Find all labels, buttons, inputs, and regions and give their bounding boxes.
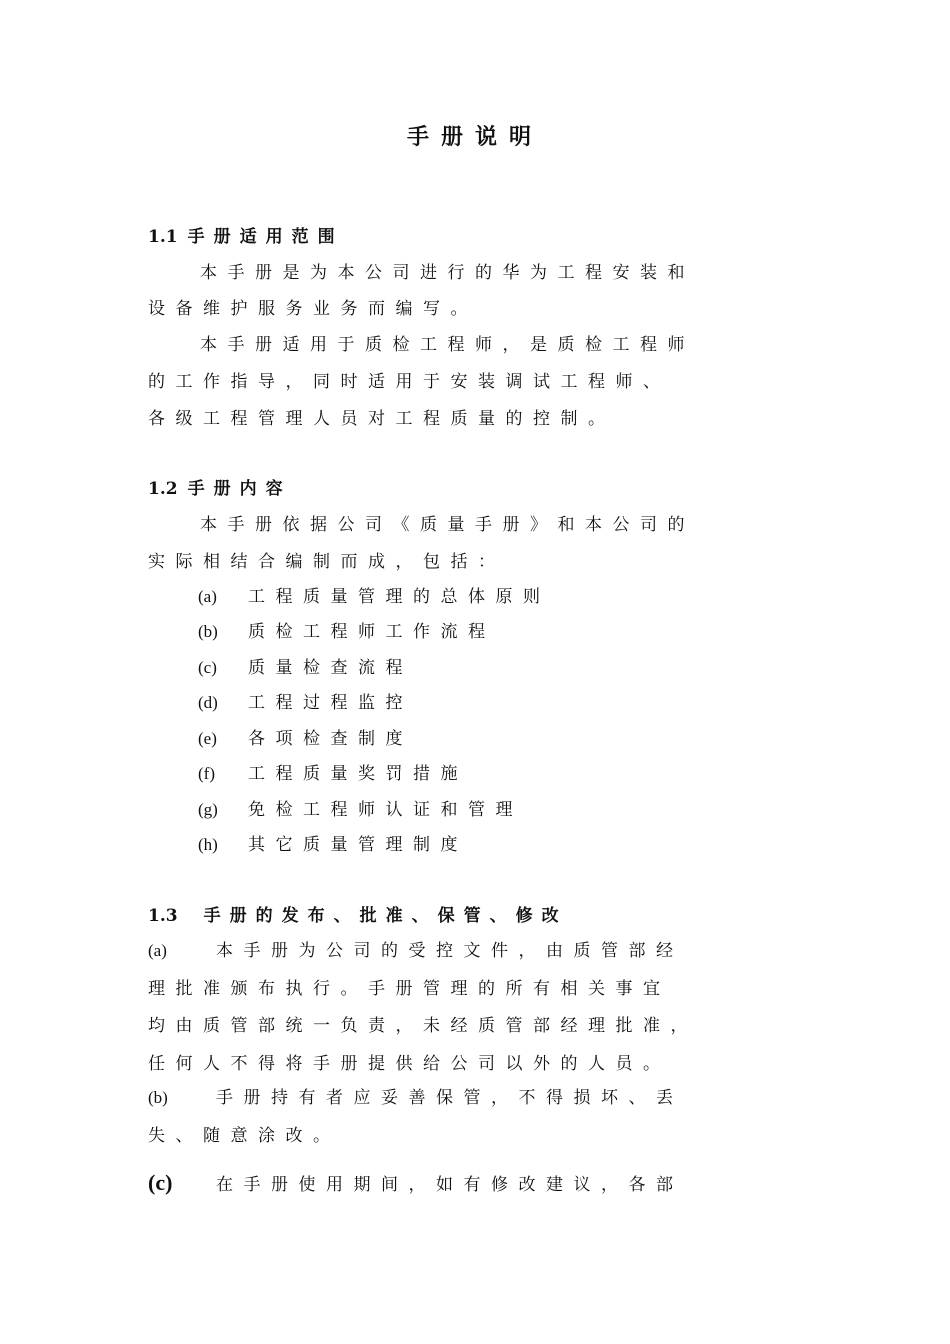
paragraph-line: 设备维护服务业务而编写。 — [148, 299, 478, 319]
list-item — [198, 834, 468, 856]
list-item-label: (b) — [198, 622, 218, 641]
paragraph-line — [148, 1172, 684, 1196]
paragraph-label: (b) — [148, 1088, 168, 1107]
paragraph-line: 本手册适用于质检工程师，是质检工程师 — [200, 335, 695, 355]
page-title: 手册说明 — [406, 124, 543, 150]
list-item — [198, 586, 551, 608]
list-item — [198, 621, 496, 643]
list-item — [198, 763, 468, 785]
paragraph-text: 本手册为公司的受控文件，由质管部经 — [216, 941, 684, 961]
list-item — [198, 799, 523, 821]
list-item-text: 质检工程师工作流程 — [248, 622, 496, 642]
paragraph-line: 均由质管部统一负责，未经质管部经理批准， — [148, 1016, 698, 1036]
section-title: 手册适用范围 — [187, 227, 344, 247]
paragraph-line: 各级工程管理人员对工程质量的控制。 — [148, 409, 616, 429]
section-title: 手册的发布、批准、保管、修改 — [203, 906, 568, 926]
list-item-label: (d) — [198, 693, 218, 712]
section-heading-1-2 — [148, 478, 292, 500]
list-item-text: 工程质量奖罚措施 — [248, 764, 468, 784]
section-number: 1.2 — [148, 479, 178, 499]
section-title: 手册内容 — [187, 479, 292, 499]
list-item — [198, 657, 413, 679]
paragraph-line: 本手册依据公司《质量手册》和本公司的 — [200, 515, 695, 535]
list-item — [198, 728, 413, 750]
section-number: 1.3 — [148, 906, 178, 926]
list-item-label: (a) — [198, 587, 217, 606]
list-item-label: (h) — [198, 835, 218, 854]
section-heading-1-3 — [148, 905, 568, 927]
list-item-label: (c) — [198, 658, 217, 677]
paragraph-line — [148, 940, 684, 962]
paragraph-text: 在手册使用期间，如有修改建议，各部 — [216, 1175, 684, 1195]
list-item-text: 各项检查制度 — [248, 729, 413, 749]
list-item-label: (e) — [198, 729, 217, 748]
paragraph-text: 手册持有者应妥善保管，不得损坏、丢 — [216, 1088, 684, 1108]
paragraph-label: (a) — [148, 941, 167, 960]
list-item-label: (f) — [198, 764, 215, 783]
list-item-text: 免检工程师认证和管理 — [248, 800, 523, 820]
list-item-text: 工程质量管理的总体原则 — [248, 587, 551, 607]
list-item — [198, 692, 413, 714]
list-item-label: (g) — [198, 800, 218, 819]
paragraph-line: 失、随意涂改。 — [148, 1126, 341, 1146]
paragraph-line: 的工作指导，同时适用于安装调试工程师、 — [148, 372, 671, 392]
paragraph-line: 本手册是为本公司进行的华为工程安装和 — [200, 263, 695, 283]
list-item-text: 工程过程监控 — [248, 693, 413, 713]
paragraph-label: (c) — [148, 1170, 173, 1195]
paragraph-line — [148, 1087, 684, 1109]
paragraph-line: 实际相结合编制而成，包括： — [148, 552, 506, 572]
section-heading-1-1 — [148, 226, 344, 248]
paragraph-line: 理批准颁布执行。手册管理的所有相关事宜 — [148, 979, 671, 999]
paragraph-line: 任何人不得将手册提供给公司以外的人员。 — [148, 1054, 671, 1074]
section-number: 1.1 — [148, 227, 178, 247]
list-item-text: 质量检查流程 — [248, 658, 413, 678]
list-item-text: 其它质量管理制度 — [248, 835, 468, 855]
